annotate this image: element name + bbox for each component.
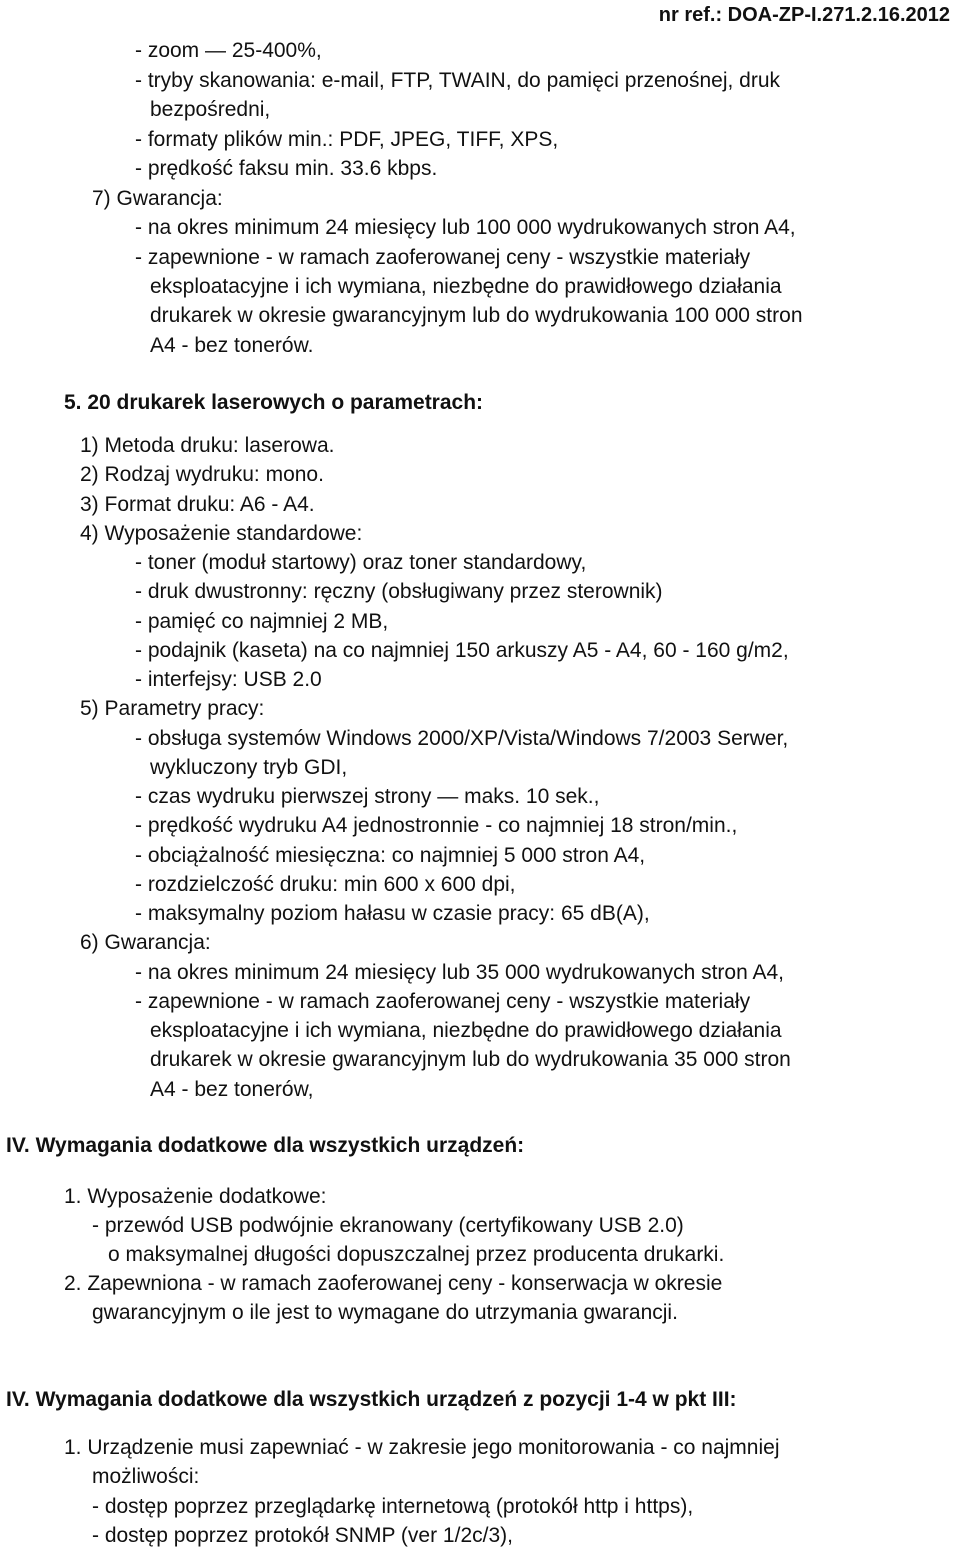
text-line: - na okres minimum 24 miesięcy lub 100 000 wydrukowanych stron A4, [135, 216, 796, 239]
list-item-heading: 6) Gwarancja: [80, 931, 211, 954]
text-line: - na okres minimum 24 miesięcy lub 35 000 wydrukowanych stron A4, [135, 961, 784, 984]
text-line: o maksymalnej długości dopuszczalnej przez producenta drukarki. [108, 1243, 725, 1266]
list-item-heading: 1. Urządzenie musi zapewniać - w zakresie jego monitorowania - co najmniej [64, 1436, 780, 1459]
text-line: bezpośredni, [150, 98, 271, 121]
text-line: - formaty plików min.: PDF, JPEG, TIFF, XPS, [135, 128, 559, 151]
text-line: drukarek w okresie gwarancyjnym lub do wydrukowania 100 000 stron [150, 304, 803, 327]
text-line: - zoom — 25-400%, [135, 39, 322, 62]
text-line: eksploatacyjne i ich wymiana, niezbędne do prawidłowego działania [150, 1019, 782, 1042]
section-heading: IV. Wymagania dodatkowe dla wszystkich urządzeń: [6, 1134, 525, 1157]
text-line: eksploatacyjne i ich wymiana, niezbędne do prawidłowego działania [150, 275, 782, 298]
list-item-heading: 7) Gwarancja: [92, 187, 223, 210]
text-line: - zapewnione - w ramach zaoferowanej ceny - wszystkie materiały [135, 246, 751, 269]
text-line: - prędkość faksu min. 33.6 kbps. [135, 157, 438, 180]
list-item-heading: 3) Format druku: A6 - A4. [80, 493, 315, 516]
list-item-heading: 1. Wyposażenie dodatkowe: [64, 1185, 327, 1208]
text-line: - czas wydruku pierwszej strony — maks. 10 sek., [135, 785, 600, 808]
text-line: - obciążalność miesięczna: co najmniej 5 000 stron A4, [135, 844, 646, 867]
section-heading: IV. Wymagania dodatkowe dla wszystkich urządzeń z pozycji 1-4 w pkt III: [6, 1388, 737, 1411]
list-item-heading: 5) Parametry pracy: [80, 697, 265, 720]
text-line: - tryby skanowania: e-mail, FTP, TWAIN, do pamięci przenośnej, druk [135, 69, 781, 92]
text-line: gwarancyjnym o ile jest to wymagane do utrzymania gwarancji. [92, 1301, 678, 1324]
text-line: - toner (moduł startowy) oraz toner standardowy, [135, 551, 587, 574]
text-line: drukarek w okresie gwarancyjnym lub do wydrukowania 35 000 stron [150, 1048, 791, 1071]
list-item-heading: 1) Metoda druku: laserowa. [80, 434, 335, 457]
text-line: możliwości: [92, 1465, 200, 1488]
text-line: A4 - bez tonerów. [150, 334, 314, 357]
section-heading: 5. 20 drukarek laserowych o parametrach: [64, 391, 484, 414]
text-line: - interfejsy: USB 2.0 [135, 668, 322, 691]
text-line: - dostęp poprzez protokół SNMP (ver 1/2c/3), [92, 1524, 513, 1547]
text-line: - pamięć co najmniej 2 MB, [135, 610, 389, 633]
text-line: - przewód USB podwójnie ekranowany (certyfikowany USB 2.0) [92, 1214, 684, 1237]
text-line: - zapewnione - w ramach zaoferowanej ceny - wszystkie materiały [135, 990, 751, 1013]
text-line: - maksymalny poziom hałasu w czasie pracy: 65 dB(A), [135, 902, 650, 925]
text-line: wykluczony tryb GDI, [150, 756, 348, 779]
text-line: A4 - bez tonerów, [150, 1078, 314, 1101]
text-line: - podajnik (kaseta) na co najmniej 150 arkuszy A5 - A4, 60 - 160 g/m2, [135, 639, 789, 662]
text-line: - rozdzielczość druku: min 600 x 600 dpi, [135, 873, 516, 896]
list-item-heading: 4) Wyposażenie standardowe: [80, 522, 363, 545]
text-line: - dostęp poprzez przeglądarkę internetową (protokół http i https), [92, 1495, 694, 1518]
text-line: - druk dwustronny: ręczny (obsługiwany przez sterownik) [135, 580, 663, 603]
text-line: - prędkość wydruku A4 jednostronnie - co najmniej 18 stron/min., [135, 814, 738, 837]
list-item-heading: 2. Zapewniona - w ramach zaoferowanej ceny - konserwacja w okresie [64, 1272, 723, 1295]
list-item-heading: 2) Rodzaj wydruku: mono. [80, 463, 324, 486]
reference-number: nr ref.: DOA-ZP-I.271.2.16.2012 [658, 4, 950, 26]
text-line: - obsługa systemów Windows 2000/XP/Vista/Windows 7/2003 Serwer, [135, 727, 789, 750]
